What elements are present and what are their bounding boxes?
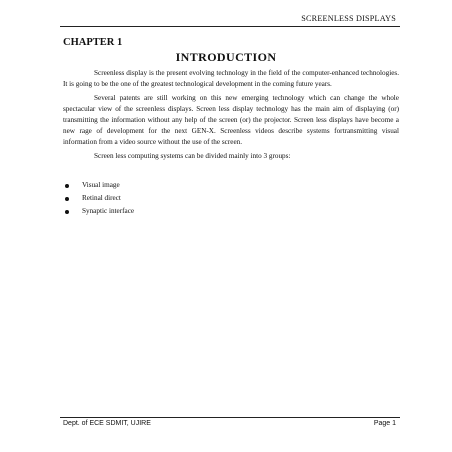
list-item-label: Retinal direct: [82, 194, 121, 202]
chapter-label: CHAPTER 1: [63, 37, 123, 48]
body-text: [63, 68, 399, 165]
list-item: [65, 192, 365, 205]
footer-rule: [60, 417, 400, 418]
bullet-list: [65, 179, 365, 218]
list-item: [65, 205, 365, 218]
chapter-title: INTRODUCTION: [175, 50, 277, 64]
list-item-label: Synaptic interface: [82, 207, 135, 215]
bullet-icon: [65, 210, 69, 214]
paragraph: Screen less computing systems can be divided mainly into 3 groups:: [94, 152, 291, 160]
list-item: [65, 179, 365, 192]
bullet-icon: [65, 197, 69, 201]
paragraph: Several patents are still working on this new emerging technology which can change the whole spectacular view of the screenless displays. Screen less display technology has the main aim of displaying (or) transmitting the information without any help of the screen (or) the projector. Screen less displays have become a new rage of development for the next GEN-X. Screenless videos describe systems fortransmitting visual information from a video source without the use of the screen.: [63, 94, 399, 146]
list-item-label: Visual image: [82, 181, 120, 189]
footer-department: Dept. of ECE SDMIT, UJIRE: [63, 420, 151, 427]
header-rule: [60, 26, 400, 27]
running-header: SCREENLESS DISPLAYS: [301, 14, 396, 23]
paragraph: Screenless display is the present evolving technology in the field of the computer-enhanced technologies. It is going to be the one of the greatest technological development in the coming future years.: [63, 69, 399, 88]
page-number: Page 1: [373, 420, 396, 427]
bullet-icon: [65, 184, 69, 188]
